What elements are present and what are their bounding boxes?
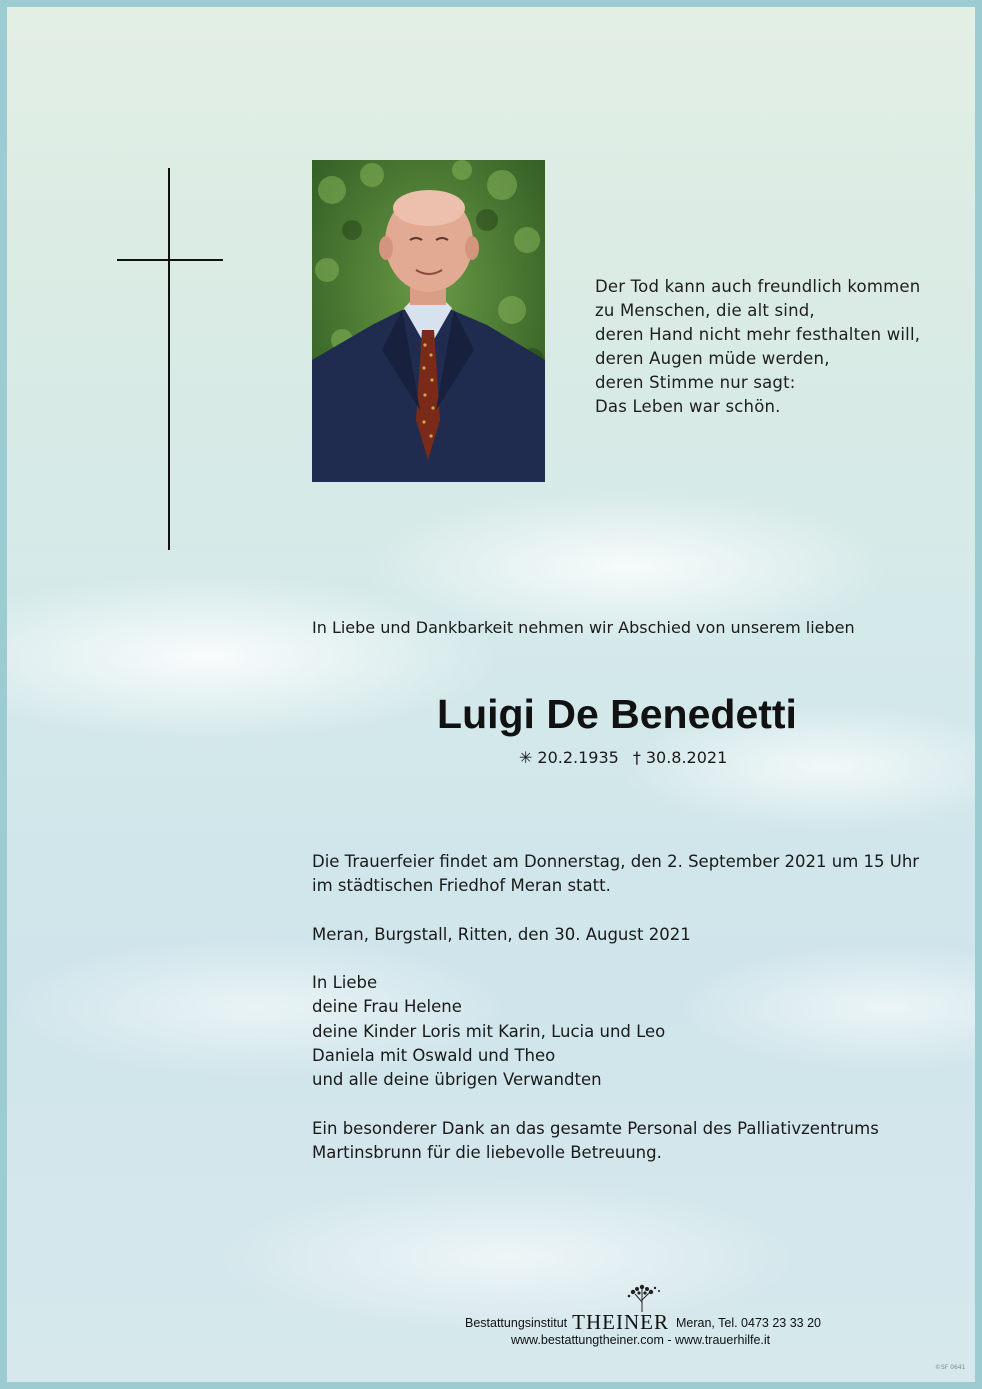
poem-block — [595, 275, 935, 419]
thanks-note — [312, 1117, 879, 1166]
mourner-line: und alle deine übrigen Verwandten — [312, 1070, 602, 1090]
poem-line: deren Hand nicht mehr festhalten will, — [595, 325, 921, 344]
ceremony-info — [312, 850, 919, 899]
funeral-home-contact: Meran, Tel. 0473 23 33 20 — [675, 1316, 821, 1330]
mourner-line: deine Frau Helene — [312, 997, 462, 1017]
death-cross-icon: † — [632, 748, 641, 767]
ceremony-line: Die Trauerfeier findet am Donnerstag, den 2. September 2021 um 15 Uhr — [312, 852, 920, 871]
intro-text: In Liebe und Dankbarkeit nehmen wir Abschied von unserem lieben — [312, 618, 855, 637]
place-date: Meran, Burgstall, Ritten, den 30. August 2021 — [312, 925, 691, 944]
poem-line: deren Augen müde werden, — [595, 349, 830, 368]
thanks-line: Ein besonderer Dank an das gesamte Personal des Palliativzentrums — [312, 1119, 879, 1138]
mourners-list — [312, 971, 665, 1092]
thanks-line: Martinsbrunn für die liebevolle Betreuung. — [312, 1143, 662, 1163]
funeral-home-websites[interactable]: www.bestattungtheiner.com - www.trauerhilfe.it — [511, 1333, 771, 1347]
birth-date: 20.2.1935 — [537, 748, 619, 767]
portrait-photo — [312, 160, 545, 482]
ceremony-line: im städtischen Friedhof Meran statt. — [312, 876, 611, 896]
poem-line: zu Menschen, die alt sind, — [595, 301, 815, 320]
poem-line: deren Stimme nur sagt: — [595, 373, 796, 392]
death-date: 30.8.2021 — [645, 748, 728, 767]
funeral-home-info — [465, 1310, 821, 1335]
funeral-home-prefix: Bestattungsinstitut — [465, 1316, 568, 1330]
poem-line: Das Leben war schön. — [595, 397, 781, 416]
deceased-name-text: Luigi De Benedetti — [437, 691, 797, 737]
mourner-line: deine Kinder Loris mit Karin, Lucia und Leo — [312, 1021, 666, 1041]
cross-icon-horizontal — [117, 259, 223, 261]
mourner-line: In Liebe — [312, 973, 378, 992]
cross-icon-vertical — [168, 168, 170, 550]
mourner-line: Daniela mit Oswald und Theo — [312, 1045, 556, 1065]
tree-logo-icon — [615, 1284, 669, 1312]
life-dates — [519, 748, 727, 767]
form-code: ©SF 0641 — [935, 1364, 966, 1371]
poem-line: Der Tod kann auch freundlich kommen — [595, 277, 921, 296]
deceased-name — [312, 691, 922, 738]
funeral-home-brand: THEINER — [572, 1310, 669, 1334]
birth-star-icon: ✳ — [519, 748, 533, 767]
